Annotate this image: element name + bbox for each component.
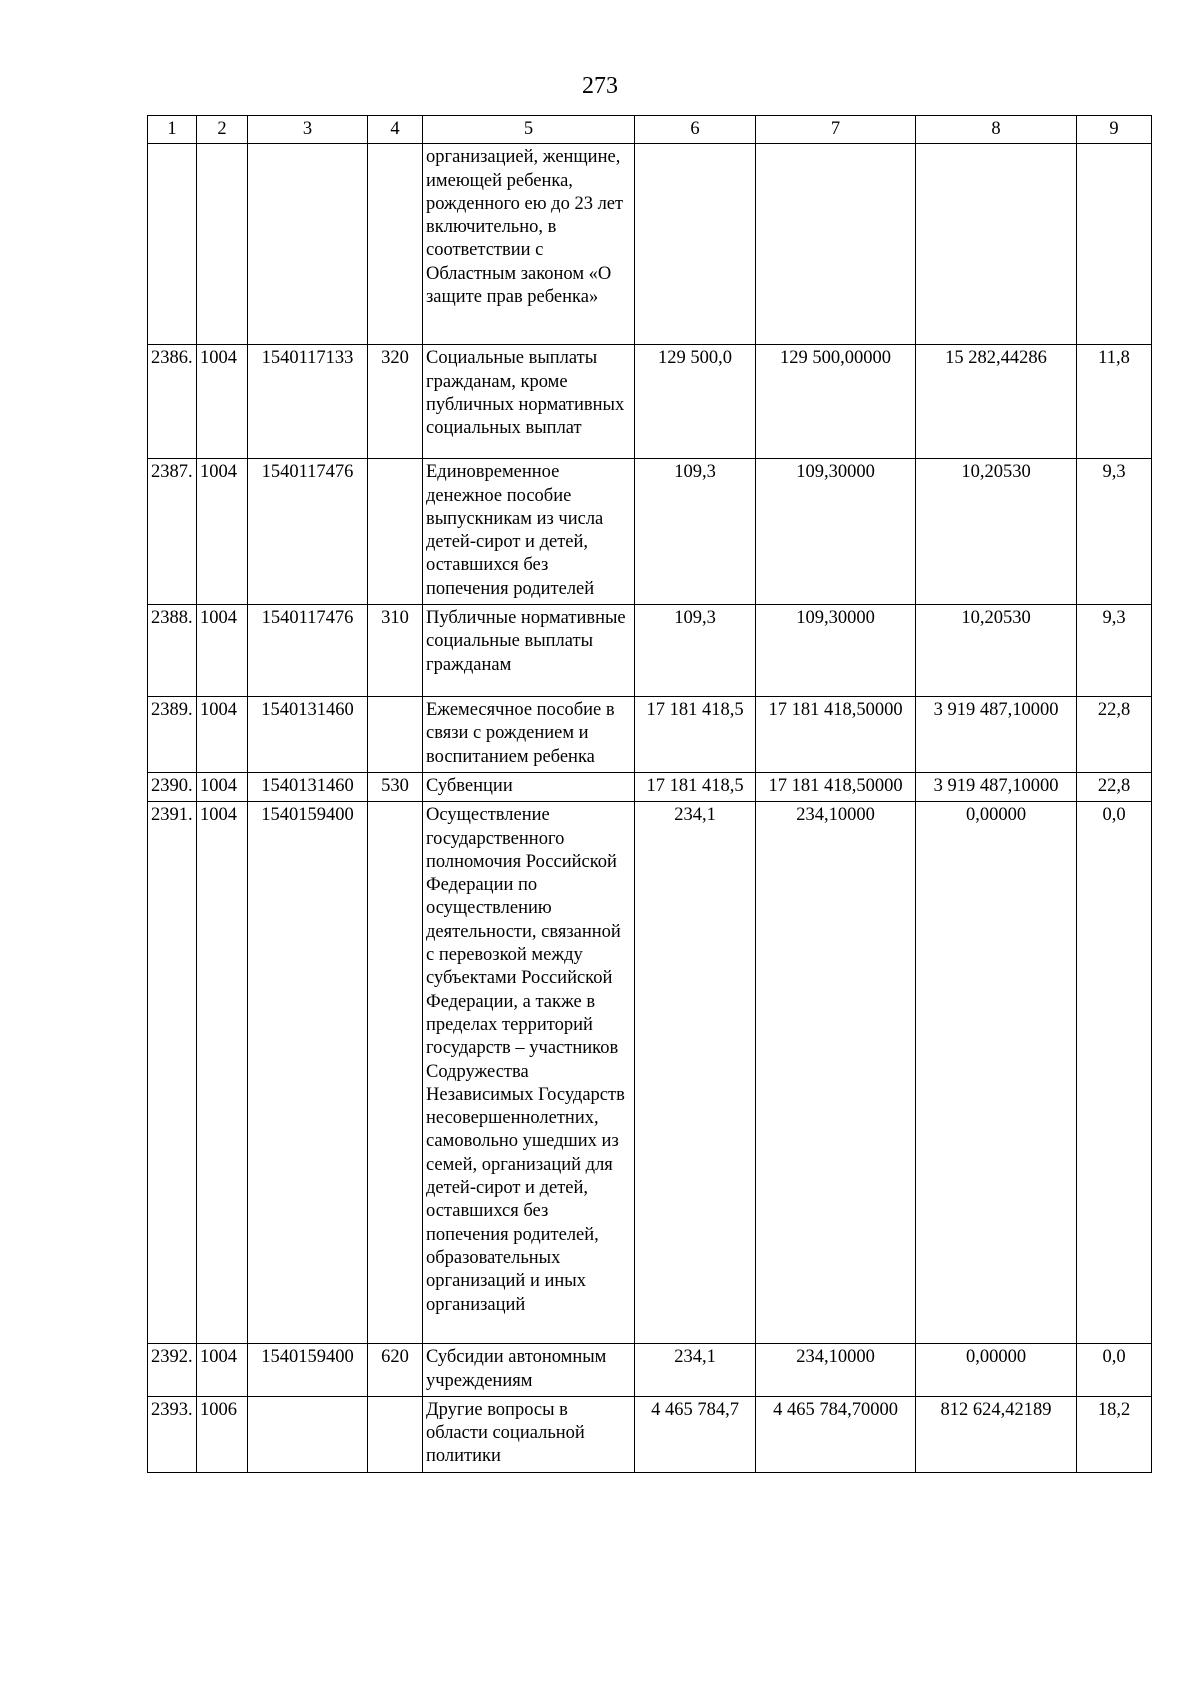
approved-amount-cell: 109,3	[635, 605, 756, 697]
target-code-cell: 1540131460	[248, 697, 368, 773]
table-row	[148, 697, 1152, 773]
section-code-cell	[197, 144, 248, 345]
expense-type-cell	[368, 1396, 423, 1472]
target-code-cell: 1540159400	[248, 1344, 368, 1397]
section-code-cell: 1004	[197, 605, 248, 697]
expense-type-cell	[368, 459, 423, 605]
expense-type-cell	[368, 144, 423, 345]
executed-amount-cell: 0,00000	[916, 802, 1077, 1344]
description-cell: организацией, женщине, имеющей ребенка, рожденного ею до 23 лет включительно, в соответствии с Областным законом «О защите прав ребенка»	[423, 144, 635, 345]
table-row	[148, 802, 1152, 1344]
row-number-cell: 2386.	[148, 345, 197, 459]
row-number-cell: 2391.	[148, 802, 197, 1344]
description-cell: Единовременное денежное пособие выпускникам из числа детей-сирот и детей, оставшихся без попечения родителей	[423, 459, 635, 605]
row-number-cell: 2392.	[148, 1344, 197, 1397]
target-code-cell	[248, 144, 368, 345]
percent-cell: 9,3	[1077, 459, 1152, 605]
description-cell: Социальные выплаты гражданам, кроме публичных нормативных социальных выплат	[423, 345, 635, 459]
executed-amount-cell	[916, 144, 1077, 345]
description-cell: Субвенции	[423, 772, 635, 801]
percent-cell: 18,2	[1077, 1396, 1152, 1472]
executed-amount-cell: 3 919 487,10000	[916, 772, 1077, 801]
executed-amount-cell: 15 282,44286	[916, 345, 1077, 459]
row-number-cell: 2393.	[148, 1396, 197, 1472]
header-cell-8: 8	[916, 116, 1077, 144]
table-row	[148, 144, 1152, 345]
budget-amount-cell: 234,10000	[756, 1344, 916, 1397]
table-row	[148, 459, 1152, 605]
approved-amount-cell: 109,3	[635, 459, 756, 605]
description-cell: Публичные нормативные социальные выплаты гражданам	[423, 605, 635, 697]
section-code-cell: 1004	[197, 1344, 248, 1397]
section-code-cell: 1004	[197, 697, 248, 773]
percent-cell: 0,0	[1077, 1344, 1152, 1397]
budget-amount-cell: 109,30000	[756, 605, 916, 697]
executed-amount-cell: 10,20530	[916, 459, 1077, 605]
budget-amount-cell: 17 181 418,50000	[756, 772, 916, 801]
target-code-cell: 1540159400	[248, 802, 368, 1344]
expense-type-cell: 530	[368, 772, 423, 801]
budget-amount-cell	[756, 144, 916, 345]
target-code-cell: 1540117476	[248, 605, 368, 697]
section-code-cell: 1004	[197, 772, 248, 801]
description-cell: Осуществление государственного полномочия Российской Федерации по осуществлению деятельности, связанной с перевозкой между субъектами Российской Федерации, а также в пределах территорий государств – участников Содружества Независимых Государств несовершеннолетних, самовольно ушедших из семей, организаций для детей-сирот и детей, оставшихся без попечения родителей, образовательных организаций и иных организаций	[423, 802, 635, 1344]
executed-amount-cell: 812 624,42189	[916, 1396, 1077, 1472]
section-code-cell: 1004	[197, 345, 248, 459]
budget-amount-cell: 17 181 418,50000	[756, 697, 916, 773]
header-cell-2: 2	[197, 116, 248, 144]
table-row	[148, 345, 1152, 459]
approved-amount-cell: 234,1	[635, 1344, 756, 1397]
percent-cell: 0,0	[1077, 802, 1152, 1344]
approved-amount-cell: 17 181 418,5	[635, 772, 756, 801]
header-row	[148, 116, 1152, 144]
table-row	[148, 772, 1152, 801]
approved-amount-cell: 129 500,0	[635, 345, 756, 459]
section-code-cell: 1004	[197, 802, 248, 1344]
percent-cell: 22,8	[1077, 772, 1152, 801]
budget-amount-cell: 234,10000	[756, 802, 916, 1344]
description-cell: Ежемесячное пособие в связи с рождением и воспитанием ребенка	[423, 697, 635, 773]
section-code-cell: 1006	[197, 1396, 248, 1472]
budget-table	[147, 115, 1152, 1473]
description-cell: Другие вопросы в области социальной политики	[423, 1396, 635, 1472]
expense-type-cell: 320	[368, 345, 423, 459]
percent-cell: 11,8	[1077, 345, 1152, 459]
row-number-cell: 2388.	[148, 605, 197, 697]
row-number-cell: 2387.	[148, 459, 197, 605]
row-number-cell	[148, 144, 197, 345]
executed-amount-cell: 10,20530	[916, 605, 1077, 697]
approved-amount-cell: 4 465 784,7	[635, 1396, 756, 1472]
expense-type-cell: 310	[368, 605, 423, 697]
table-row	[148, 605, 1152, 697]
budget-amount-cell: 4 465 784,70000	[756, 1396, 916, 1472]
percent-cell: 22,8	[1077, 697, 1152, 773]
percent-cell: 9,3	[1077, 605, 1152, 697]
approved-amount-cell: 234,1	[635, 802, 756, 1344]
row-number-cell: 2389.	[148, 697, 197, 773]
header-cell-5: 5	[423, 116, 635, 144]
approved-amount-cell	[635, 144, 756, 345]
section-code-cell: 1004	[197, 459, 248, 605]
expense-type-cell	[368, 697, 423, 773]
target-code-cell: 1540131460	[248, 772, 368, 801]
target-code-cell	[248, 1396, 368, 1472]
header-cell-9: 9	[1077, 116, 1152, 144]
target-code-cell: 1540117476	[248, 459, 368, 605]
target-code-cell: 1540117133	[248, 345, 368, 459]
expense-type-cell: 620	[368, 1344, 423, 1397]
row-number-cell: 2390.	[148, 772, 197, 801]
approved-amount-cell: 17 181 418,5	[635, 697, 756, 773]
description-cell: Субсидии автономным учреждениям	[423, 1344, 635, 1397]
table-row	[148, 1344, 1152, 1397]
executed-amount-cell: 0,00000	[916, 1344, 1077, 1397]
executed-amount-cell: 3 919 487,10000	[916, 697, 1077, 773]
budget-amount-cell: 109,30000	[756, 459, 916, 605]
expense-type-cell	[368, 802, 423, 1344]
page-number: 273	[582, 73, 618, 99]
header-cell-1: 1	[148, 116, 197, 144]
budget-amount-cell: 129 500,00000	[756, 345, 916, 459]
header-cell-6: 6	[635, 116, 756, 144]
header-cell-4: 4	[368, 116, 423, 144]
percent-cell	[1077, 144, 1152, 345]
header-cell-3: 3	[248, 116, 368, 144]
header-cell-7: 7	[756, 116, 916, 144]
table-row	[148, 1396, 1152, 1472]
